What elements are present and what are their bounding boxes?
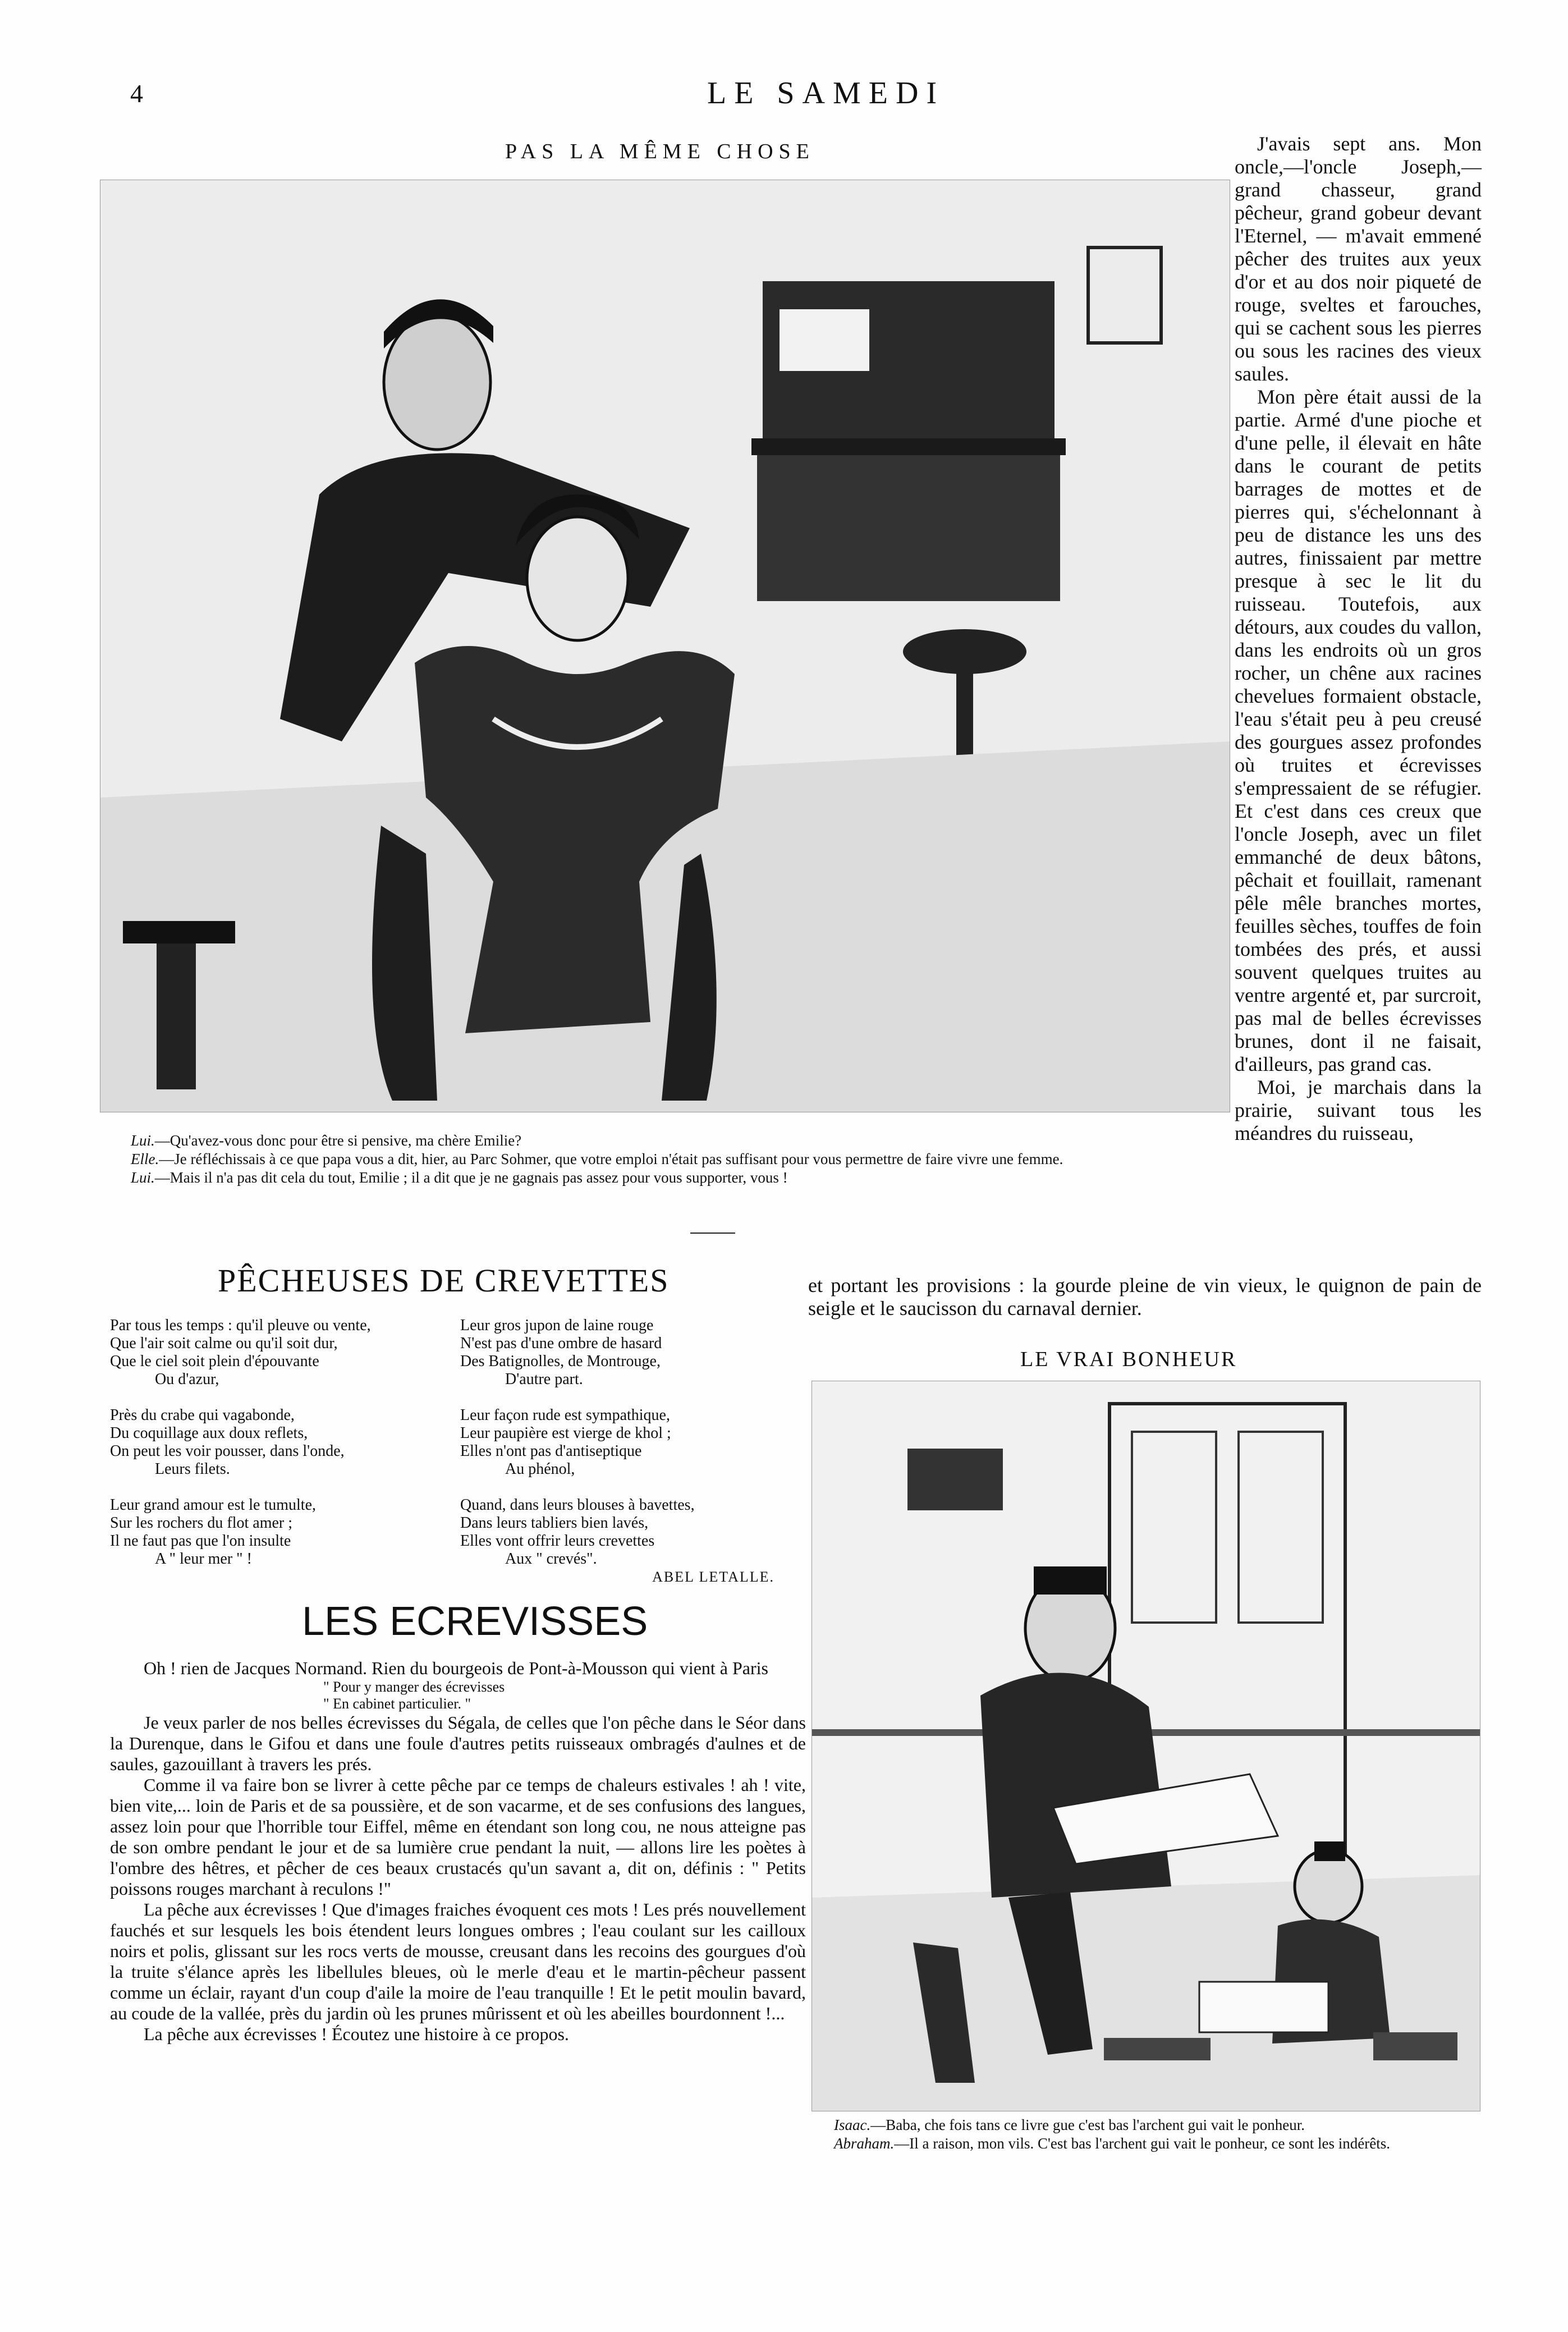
poem-line: Quand, dans leurs blouses à bavettes, (460, 1496, 695, 1514)
section-divider (690, 1233, 735, 1234)
caption-line (100, 1131, 1245, 1150)
article-intro: Oh ! rien de Jacques Normand. Rien du bourgeois de Pont-à-Mousson qui vient à Paris (144, 1658, 768, 1678)
caption-line (100, 1150, 1245, 1169)
couple-piano-engraving (100, 180, 1230, 1112)
poem-right-column (460, 1317, 808, 1586)
caption-line (100, 1169, 1245, 1187)
poem-line: A " leur mer " ! (155, 1550, 252, 1568)
article-paragraph: La pêche aux écrevisses ! Écoutez une histoire à ce propos. (144, 2024, 569, 2044)
caption-line (811, 2134, 1485, 2153)
bottom-illustration (811, 1381, 1480, 2111)
poem-line: Elles vont offrir leurs crevettes (460, 1532, 655, 1550)
caption-speaker: Elle. (131, 1151, 159, 1167)
caption-speaker: Abraham. (834, 2135, 895, 2152)
story-paragraph: Moi, je marchais dans la prairie, suivant tous les méandres du ruisseau, (1235, 1076, 1482, 1144)
poem-line: Elles n'ont pas d'antiseptique (460, 1442, 642, 1460)
poem-line: Il ne faut pas que l'on insulte (110, 1532, 291, 1550)
poem-line: Leur paupière est vierge de khol ; (460, 1424, 671, 1442)
article-paragraph: La pêche aux écrevisses ! Que d'images fraiches évoquent ces mots ! Les prés nouvellement fauchés et sur lesquels les bois étendent leurs longues ombres ; l'eau coulant sur les cailloux noirs et polis, glissant sur les rocs verts de mousse, creusant dans les recoins des gourgues d'où la truite s'élance après les libellules bleues, où le merle d'eau et le martin-pêcheur passent comme un éclair, rayant d'un coup d'aile la moire de l'eau tranquille ! Et le petit moulin bavard, au coude de la vallée, près du jardin où les prunes mûrissent et où les abeilles bourdonnent !... (110, 1899, 806, 2023)
poem-stanza (110, 1496, 458, 1568)
article-quote-line: " En cabinet particulier. " (323, 1696, 471, 1712)
bottom-caption (811, 2116, 1485, 2153)
poem-line: Au phénol, (505, 1460, 575, 1478)
bottom-illustration-title: LE VRAI BONHEUR (1020, 1348, 1237, 1371)
caption-text: —Il a raison, mon vils. C'est bas l'archent gui vait le ponheur, ce sont les indérêts. (894, 2135, 1390, 2152)
poem-stanza (110, 1317, 458, 1389)
article-paragraph: Je veux parler de nos belles écrevisses du Ségala, de celles que l'on pêche dans le Séor dans la Durenque, dans le Gifou et dans une foule d'autres petits ruisseaux ombragés d'aulnes et de saules, gazouillant à travers les prés. (110, 1712, 806, 1774)
caption-text: —Mais il n'a pas dit cela du tout, Emilie ; il a dit que je ne gagnais pas assez pour vous supporter, vous ! (154, 1169, 788, 1186)
poem-line: Ou d'azur, (155, 1371, 219, 1388)
article-body (110, 1658, 806, 2045)
page-number: 4 (130, 79, 143, 108)
top-caption (100, 1131, 1245, 1187)
poem-line: Des Batignolles, de Montrouge, (460, 1353, 661, 1370)
caption-speaker: Lui. (131, 1169, 155, 1186)
poem-line: Sur les rochers du flot amer ; (110, 1514, 293, 1532)
masthead: LE SAMEDI (707, 76, 945, 111)
poem-line: Que l'air soit calme ou qu'il soit dur, (110, 1335, 338, 1352)
story-paragraph: Mon père était aussi de la partie. Armé d'une pioche et d'une pelle, il élevait en hâte dans le courant de petits barrages de mottes et de pierres qui, s'échelonnant à peu de distance les uns des autres, finissaient par mettre presque à sec le lit du ruisseau. Toutefois, aux détours, aux coudes du vallon, dans les endroits où un gros rocher, un chêne aux racines chevelues formaient obstacle, l'eau s'était peu à peu creusé des gourgues assez profondes où truites et écrevisses s'empressaient de se réfugier. Et c'est dans ces creux que l'oncle Joseph, avec un filet emmanché de deux bâtons, pêchait et fouillait, ramenant pêle mêle branches mortes, feuilles sèches, touffes de foin tombées des prés, et aussi souvent quelques truites au ventre argenté et, par surcroit, pas mal de belles écrevisses brunes, dont il ne faisait, d'ailleurs, pas grand cas. (1235, 386, 1482, 1075)
poem-line: Par tous les temps : qu'il pleuve ou vente, (110, 1317, 371, 1334)
story-paragraph: J'avais sept ans. Mon oncle,—l'oncle Joseph,—grand chasseur, grand pêcheur, grand gobeur devant l'Eternel, — m'avait emmené pêcher des truites aux yeux d'or et au dos noir piqueté de rouge, sveltes et farouches, qui se cachent sous les pierres ou sous les racines des vieux saules. (1235, 132, 1482, 385)
poem-line: Que le ciel soit plein d'épouvante (110, 1353, 319, 1370)
poem-stanza (460, 1317, 808, 1389)
article-paragraph: Comme il va faire bon se livrer à cette pêche par ce temps de chaleurs estivales ! ah ! vite, bien vite,... loin de Paris et de sa poussière, et de son vacarme, et de ses confusions des langues, assez loin pour que l'horrible tour Eiffel, même en étendant son long cou, ne nous atteigne pas de son ombre pendant le jour et de sa lumière crue pendant la nuit, — allons lire les poètes à l'ombre des hêtres, et pêcher de ces beaux crustacés qu'un savant a, dit on, définis : " Petits poissons rouges marchant à reculons !" (110, 1775, 806, 1899)
caption-line (811, 2116, 1485, 2134)
poem-line: Dans leurs tabliers bien lavés, (460, 1514, 649, 1532)
caption-text: —Qu'avez-vous donc pour être si pensive, ma chère Emilie? (154, 1132, 522, 1149)
poem-stanza (460, 1496, 808, 1568)
poem-line: Leur gros jupon de laine rouge (460, 1317, 654, 1334)
poem-line: Du coquillage aux doux reflets, (110, 1424, 308, 1442)
caption-text: —Je réfléchissais à ce que papa vous a dit, hier, au Parc Sohmer, que votre emploi n'était pas suffisant pour vous permettre de faire vivre une femme. (159, 1151, 1063, 1167)
poem-stanza (110, 1406, 458, 1478)
top-illustration (100, 180, 1230, 1112)
father-son-engraving (812, 1381, 1480, 2111)
poem-left-column (110, 1317, 458, 1586)
article-title: LES ECREVISSES (302, 1599, 648, 1644)
article-quote-line: " Pour y manger des écrevisses (323, 1679, 505, 1695)
poem-line: Leur grand amour est le tumulte, (110, 1496, 316, 1514)
poem-line: Près du crabe qui vagabonde, (110, 1406, 295, 1424)
top-illustration-title: PAS LA MÊME CHOSE (505, 140, 815, 163)
poem-line: Leurs filets. (155, 1460, 230, 1478)
poem-title: PÊCHEUSES DE CREVETTES (218, 1262, 670, 1299)
poem-line: N'est pas d'une ombre de hasard (460, 1335, 662, 1352)
poem-stanza (460, 1406, 808, 1478)
poem-author: ABEL LETALLE. (652, 1569, 774, 1585)
poem-line: Aux " crevés". (505, 1550, 597, 1568)
caption-speaker: Lui. (131, 1132, 155, 1149)
caption-speaker: Isaac. (834, 2116, 871, 2133)
right-column-text (1235, 132, 1482, 1145)
caption-text: —Baba, che fois tans ce livre gue c'est bas l'archent gui vait le ponheur. (870, 2116, 1305, 2133)
poem-line: On peut les voir pousser, dans l'onde, (110, 1442, 345, 1460)
poem-line: Leur façon rude est sympathique, (460, 1406, 670, 1424)
right-column-continuation: et portant les provisions : la gourde pleine de vin vieux, le quignon de pain de seigle et le saucisson du carnaval dernier. (808, 1274, 1482, 1320)
poem-line: D'autre part. (505, 1371, 583, 1388)
